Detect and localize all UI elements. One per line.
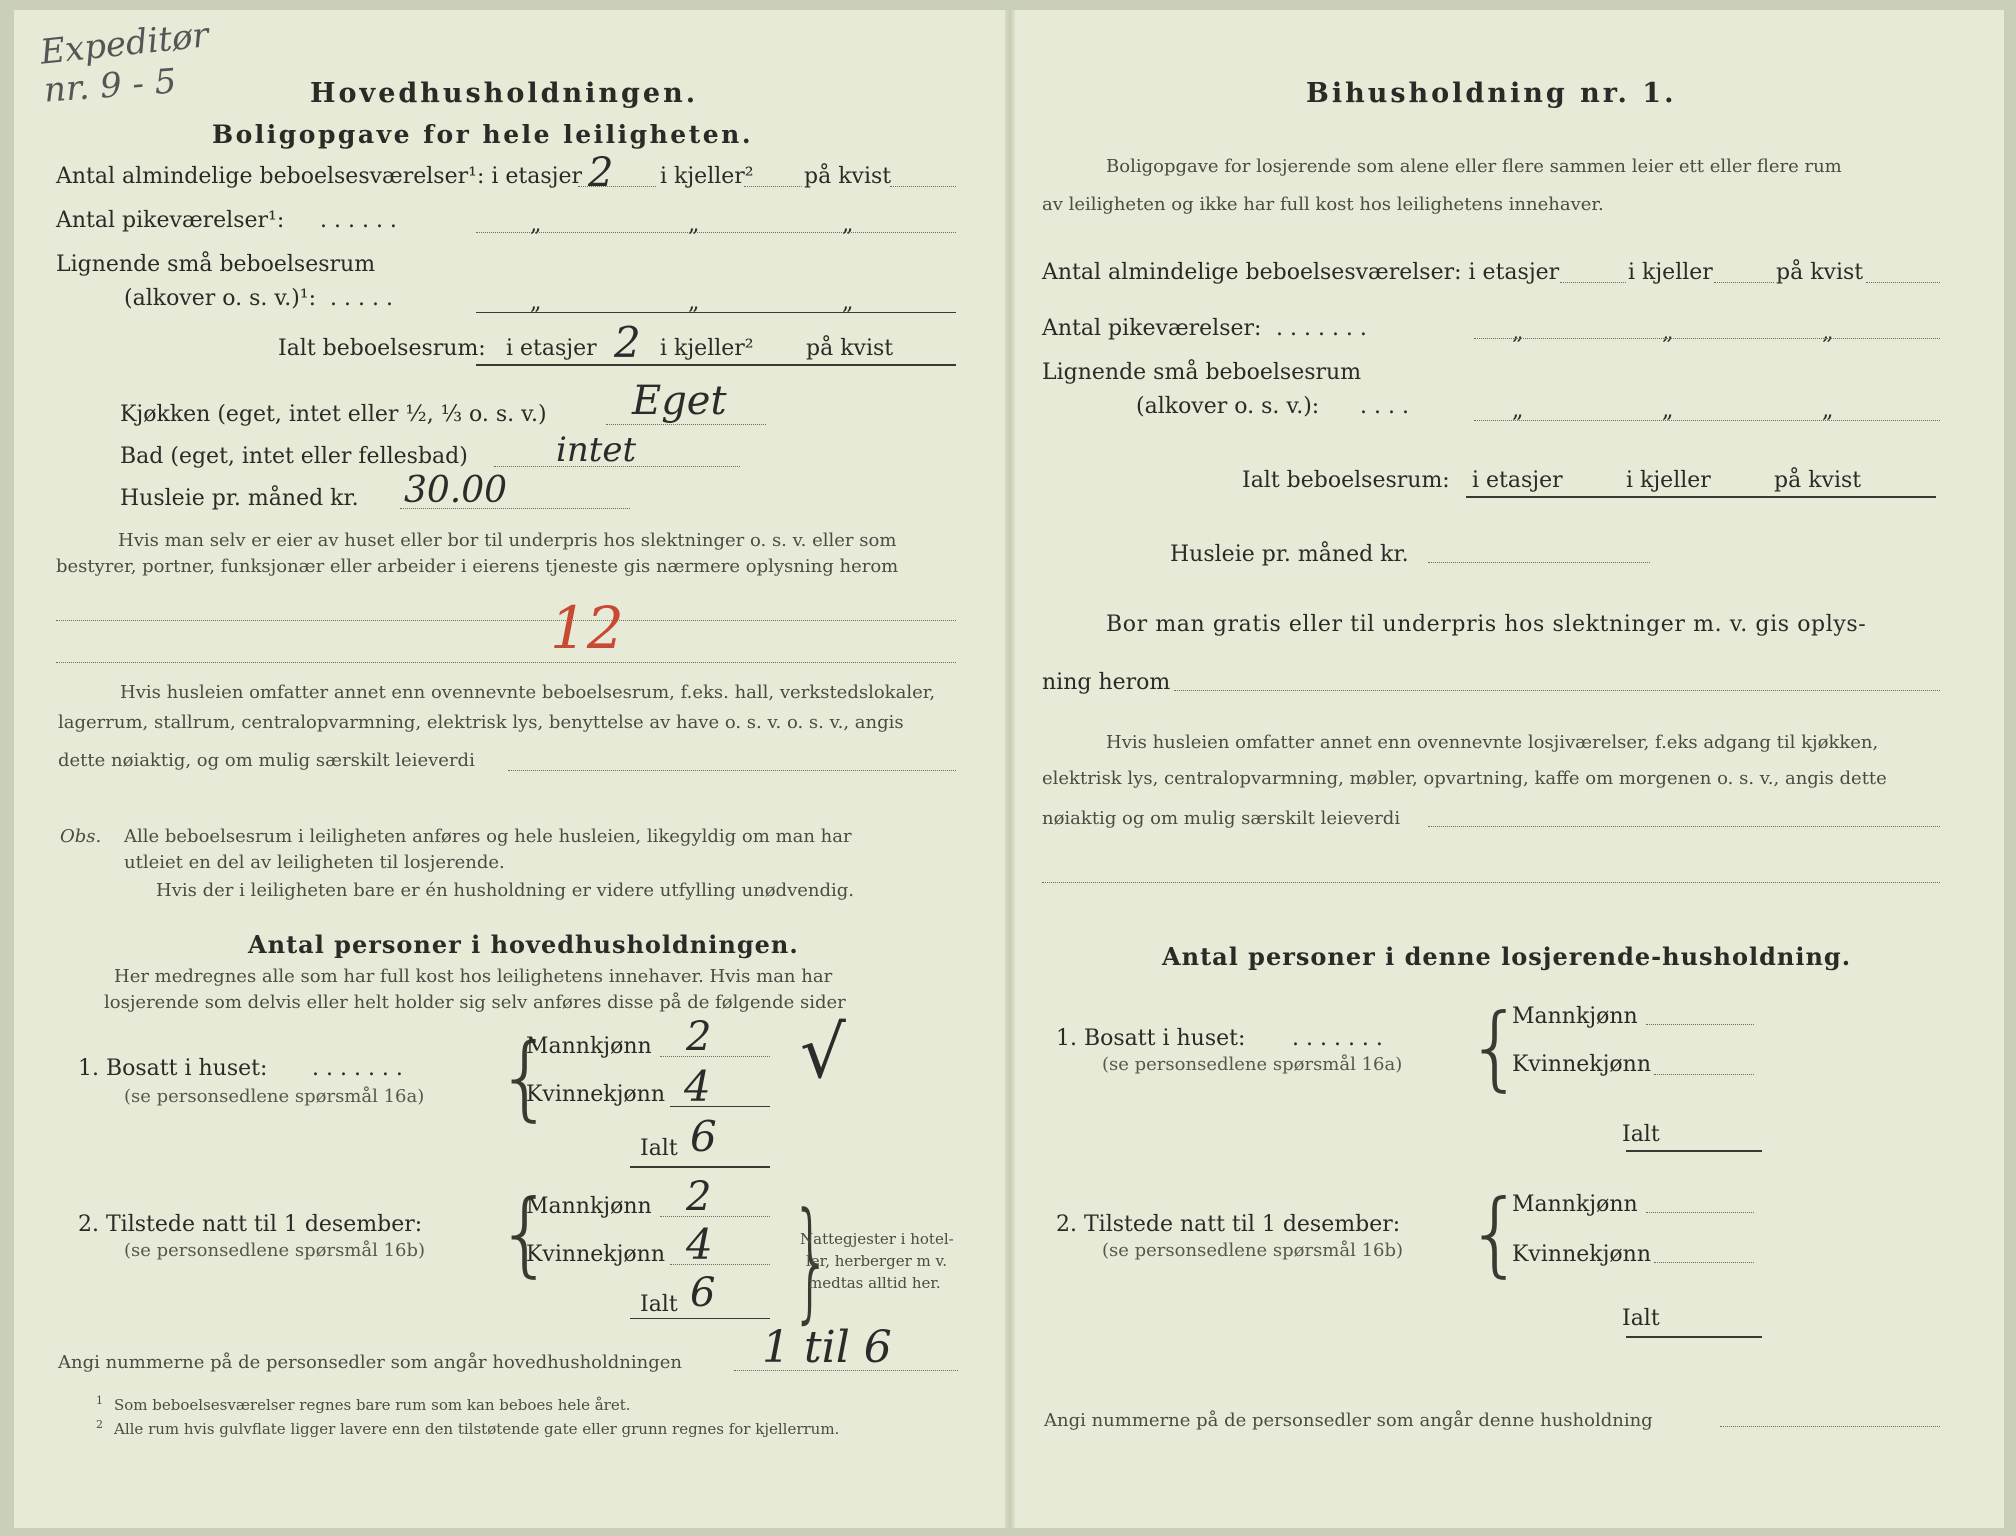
left-persons-text1: Her medregnes alle som har full kost hos leilighetens innehaver. Hvis man har xyxy=(114,966,833,987)
left-persons-text2: losjerende som delvis eller helt holder sig selv anføres disse på de følgende sider xyxy=(104,992,846,1013)
left-obs1: Alle beboelsesrum i leiligheten anføres og hele husleien, likegyldig om man har xyxy=(124,826,852,847)
left-q2-ialt-label: Ialt xyxy=(640,1292,678,1317)
left-q1-kvinne-value: 4 xyxy=(684,1062,711,1111)
left-obs-label: Obs. xyxy=(60,826,102,847)
left-rooms-label: Antal almindelige beboelsesværelser¹: i etasjer xyxy=(56,164,583,189)
left-lign-ditto2: „ xyxy=(688,290,700,315)
right-q1-mann-label: Mannkjønn xyxy=(1512,1004,1638,1029)
stamp-line2: nr. 9 - 5 xyxy=(42,61,178,111)
left-q2-mann-label: Mannkjønn xyxy=(526,1194,652,1219)
right-ialt-label: Ialt beboelsesrum: xyxy=(1242,468,1450,493)
left-q2-mann-value: 2 xyxy=(686,1174,712,1220)
left-title: Hovedhusholdningen. xyxy=(310,78,699,109)
left-omfatter2: lagerrum, stallrum, centralopvarmning, elektrisk lys, benyttelse av have o. s. v. o. s. v., angis xyxy=(58,712,904,733)
left-pike-ditto3: „ xyxy=(842,212,854,237)
right-q2-label: 2. Tilstede natt til 1 desember: xyxy=(1056,1212,1401,1237)
right-omfatter1: Hvis husleien omfatter annet enn ovennevnte losjiværelser, f.eks adgang til kjøkken, xyxy=(1106,732,1879,753)
left-ialt-value: 2 xyxy=(614,318,641,367)
right-q1-kvinne-label: Kvinnekjønn xyxy=(1512,1052,1651,1077)
right-q2-sub: (se personsedlene spørsmål 16b) xyxy=(1102,1240,1404,1261)
left-husleie-value: 30.00 xyxy=(404,470,508,511)
left-kjokken-label: Kjøkken (eget, intet eller ½, ⅓ o. s. v.) xyxy=(120,402,547,427)
left-lign-ditto3: „ xyxy=(842,290,854,315)
left-pike-ditto2: „ xyxy=(688,212,700,237)
right-ialt-etasjer: i etasjer xyxy=(1472,468,1563,493)
left-ialt-kvist: på kvist xyxy=(806,336,894,361)
right-gratis2: ning herom xyxy=(1042,670,1171,695)
left-q1-label: 1. Bosatt i huset: xyxy=(78,1056,268,1081)
left-q2-sub: (se personsedlene spørsmål 16b) xyxy=(124,1240,426,1261)
left-q2-ialt-value: 6 xyxy=(690,1270,716,1316)
left-etasjer-value: 2 xyxy=(588,150,614,196)
right-ialt-kjeller: i kjeller xyxy=(1626,468,1711,493)
left-kvist-label: på kvist xyxy=(804,164,892,189)
right-pike-label: Antal pikeværelser: xyxy=(1042,316,1262,341)
right-lign-ditto2: „ xyxy=(1662,398,1674,423)
left-kjeller-label: i kjeller² xyxy=(660,164,754,189)
right-lign-label1: Lignende små beboelsesrum xyxy=(1042,360,1362,385)
right-persons-title: Antal personer i denne losjerende-husholdning. xyxy=(1162,942,1852,971)
right-kjeller-label: i kjeller xyxy=(1628,260,1713,285)
left-eier-text1: Hvis man selv er eier av huset eller bor til underpris hos slektninger o. s. v. eller som xyxy=(118,530,897,551)
left-q1-sub: (se personsedlene spørsmål 16a) xyxy=(124,1086,425,1107)
left-check-mark: √ xyxy=(800,1010,846,1094)
left-omfatter3: dette nøiaktig, og om mulig særskilt leieverdi xyxy=(58,750,475,771)
right-pike-ditto3: „ xyxy=(1822,320,1834,345)
left-obs2: utleiet en del av leiligheten til losjerende. xyxy=(124,852,505,873)
left-husleie-label: Husleie pr. måned kr. xyxy=(120,486,359,511)
left-red-mark: 12 xyxy=(550,594,624,662)
right-omfatter2: elektrisk lys, centralopvarmning, møbler, opvartning, kaffe om morgenen o. s. v., angis dette xyxy=(1042,768,1887,789)
right-pike-ditto2: „ xyxy=(1662,320,1674,345)
left-ialt-kjeller: i kjeller² xyxy=(660,336,754,361)
left-kjokken-value: Eget xyxy=(632,378,727,424)
left-angi-value: 1 til 6 xyxy=(762,1322,892,1373)
right-husleie-label: Husleie pr. måned kr. xyxy=(1170,542,1409,567)
right-ialt-kvist: på kvist xyxy=(1774,468,1862,493)
right-q1-sub: (se personsedlene spørsmål 16a) xyxy=(1102,1054,1403,1075)
stamp-line1: Expeditør xyxy=(38,15,211,73)
left-natt1: Nattegjester i hotel- xyxy=(800,1230,954,1248)
left-q1-ialt-label: Ialt xyxy=(640,1136,678,1161)
right-intro1: Boligopgave for losjerende som alene eller flere sammen leier ett eller flere rum xyxy=(1106,156,1842,177)
page-fold xyxy=(1005,10,1015,1528)
right-rooms-label: Antal almindelige beboelsesværelser: i etasjer xyxy=(1042,260,1560,285)
right-q1-label: 1. Bosatt i huset: xyxy=(1056,1026,1246,1051)
left-obs3: Hvis der i leiligheten bare er én husholdning er videre utfylling unødvendig. xyxy=(156,880,855,901)
left-natt2: ler, herberger m v. xyxy=(806,1252,947,1270)
left-lign-label1: Lignende små beboelsesrum xyxy=(56,252,376,277)
left-eier-text2: bestyrer, portner, funksjonær eller arbeider i eierens tjeneste gis nærmere oplysning herom xyxy=(56,556,899,577)
left-ialt-etasjer: i etasjer xyxy=(506,336,597,361)
left-natt3: medtas alltid her. xyxy=(808,1274,941,1292)
left-q2-kvinne-value: 4 xyxy=(686,1220,713,1269)
left-persons-title: Antal personer i hovedhusholdningen. xyxy=(248,930,799,959)
left-q1-ialt-value: 6 xyxy=(690,1112,717,1161)
right-omfatter3: nøiaktig og om mulig særskilt leieverdi xyxy=(1042,808,1401,829)
left-foot1: Som beboelsesværelser regnes bare rum som kan beboes hele året. xyxy=(114,1396,631,1414)
right-pike-ditto1: „ xyxy=(1512,320,1524,345)
left-lign-label2: (alkover o. s. v.)¹: xyxy=(124,286,317,311)
right-title: Bihusholdning nr. 1. xyxy=(1306,78,1677,109)
left-q2-label: 2. Tilstede natt til 1 desember: xyxy=(78,1212,423,1237)
right-angi-label: Angi nummerne på de personsedler som angår denne husholdning xyxy=(1044,1410,1653,1431)
left-foot2: Alle rum hvis gulvflate ligger lavere enn den tilstøtende gate eller grunn regnes for kjellerrum. xyxy=(114,1420,840,1438)
left-q2-kvinne-label: Kvinnekjønn xyxy=(526,1242,665,1267)
left-bad-value: intet xyxy=(556,430,637,470)
left-q1-mann-label: Mannkjønn xyxy=(526,1034,652,1059)
left-angi-label: Angi nummerne på de personsedler som angår hovedhusholdningen xyxy=(58,1352,682,1373)
left-foot2-num: 2 xyxy=(96,1418,103,1431)
right-q2-mann-label: Mannkjønn xyxy=(1512,1192,1638,1217)
right-lign-ditto1: „ xyxy=(1512,398,1524,423)
right-q1-ialt-label: Ialt xyxy=(1622,1122,1660,1147)
right-gratis1: Bor man gratis eller til underpris hos slektninger m. v. gis oplys- xyxy=(1106,612,1867,637)
right-intro2: av leiligheten og ikke har full kost hos leilighetens innehaver. xyxy=(1042,194,1604,215)
right-lign-ditto3: „ xyxy=(1822,398,1834,423)
left-bad-label: Bad (eget, intet eller fellesbad) xyxy=(120,444,468,469)
left-pike-ditto1: „ xyxy=(530,212,542,237)
right-kvist-label: på kvist xyxy=(1776,260,1864,285)
left-omfatter1: Hvis husleien omfatter annet enn ovennevnte beboelsesrum, f.eks. hall, verkstedslokaler, xyxy=(120,682,936,703)
right-q2-kvinne-label: Kvinnekjønn xyxy=(1512,1242,1651,1267)
right-q2-ialt-label: Ialt xyxy=(1622,1306,1660,1331)
left-foot1-num: 1 xyxy=(96,1394,103,1407)
right-lign-label2: (alkover o. s. v.): xyxy=(1136,394,1320,419)
left-ialt-label: Ialt beboelsesrum: xyxy=(278,336,486,361)
left-lign-ditto1: „ xyxy=(530,290,542,315)
left-pike-label: Antal pikeværelser¹: xyxy=(56,208,285,233)
left-q1-kvinne-label: Kvinnekjønn xyxy=(526,1082,665,1107)
left-subtitle: Boligopgave for hele leiligheten. xyxy=(212,120,754,149)
left-q1-mann-value: 2 xyxy=(686,1014,712,1060)
